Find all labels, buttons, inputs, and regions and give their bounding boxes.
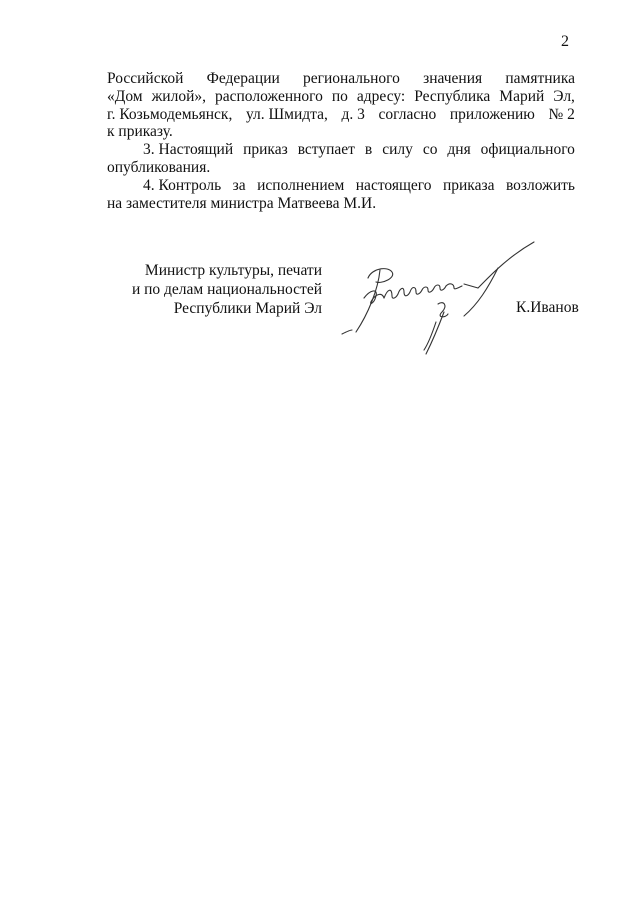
word: 3. Настоящий (143, 141, 234, 158)
word: официального (480, 141, 575, 158)
item-4-line-1 (107, 177, 575, 195)
word: дня (447, 141, 471, 158)
word: 4. Контроль (143, 177, 222, 194)
word: «Дом (107, 88, 143, 105)
word: согласно (378, 106, 437, 123)
word: приказ (243, 141, 288, 158)
word: адресу: (356, 88, 406, 105)
word: Республика (414, 88, 491, 105)
word: настоящего (355, 177, 432, 194)
word: Российской (107, 70, 184, 87)
word: г. Козьмодемьянск, (107, 106, 233, 123)
word: значения (423, 70, 483, 87)
page-number: 2 (561, 33, 569, 50)
word: Федерации (206, 70, 280, 87)
body-line-4: к приказу. (107, 123, 173, 140)
word: за (232, 177, 246, 194)
word: регионального (302, 70, 400, 87)
word: силу (382, 141, 413, 158)
word: ул. Шмидта, (245, 106, 328, 123)
word: расположенного (214, 88, 323, 105)
item-3-line-1 (107, 141, 575, 159)
word: вступает (297, 141, 355, 158)
body-line-1 (107, 70, 575, 88)
handwritten-signature (338, 238, 550, 358)
signatory-title-line-3: Республики Марий Эл (173, 300, 322, 317)
word: Марий (499, 88, 545, 105)
signatory-title-line-2: и по делам национальностей (131, 281, 322, 298)
body-line-3 (107, 106, 575, 124)
word: исполнением (257, 177, 345, 194)
word: приложению (449, 106, 535, 123)
word: Эл, (553, 88, 575, 105)
word: приказа (442, 177, 495, 194)
word: № 2 (548, 106, 575, 123)
word: по (331, 88, 348, 105)
word: в (364, 141, 373, 158)
item-3-line-2: опубликования. (107, 159, 211, 176)
word: д. 3 (341, 106, 365, 123)
word: памятника (505, 70, 575, 87)
word: возложить (505, 177, 575, 194)
word: со (422, 141, 438, 158)
word: жилой», (151, 88, 206, 105)
body-line-2 (107, 88, 575, 106)
item-4-line-2: на заместителя министра Матвеева М.И. (107, 195, 377, 212)
signatory-title-line-1: Министр культуры, печати (144, 262, 322, 279)
signatory-name: К.Иванов (516, 299, 579, 316)
